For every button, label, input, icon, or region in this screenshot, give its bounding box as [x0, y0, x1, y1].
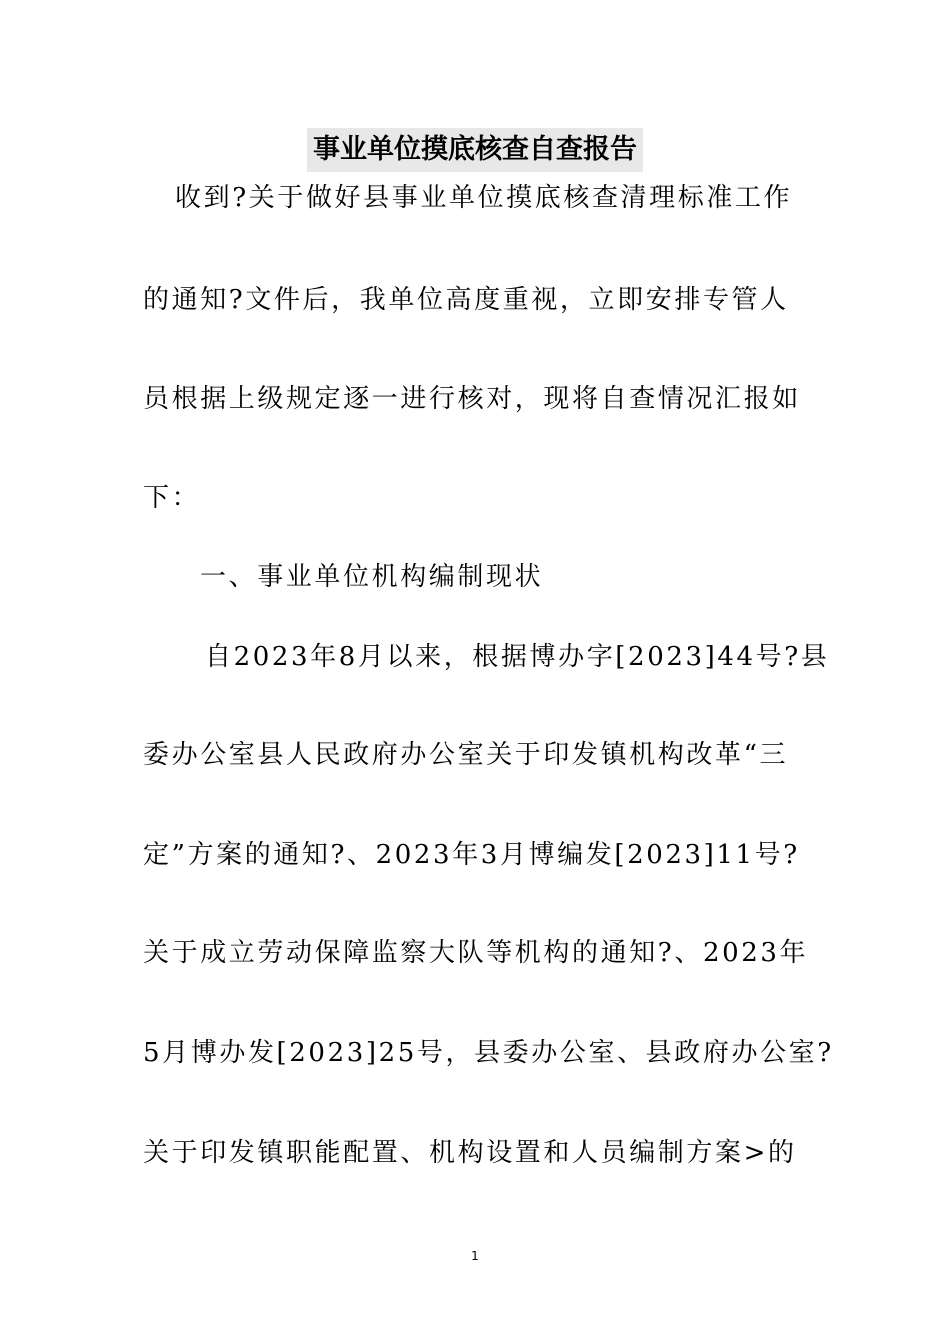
body-line-8: 定”方案的通知?、2023年3月博编发[2023]11号? — [143, 840, 800, 870]
page-number: 1 — [471, 1249, 479, 1263]
document-title — [0, 128, 950, 172]
body-line-3: 员根据上级规定逐一进行核对，现将自查情况汇报如 — [143, 384, 801, 414]
body-line-9: 关于成立劳动保障监察大队等机构的通知?、2023年 — [143, 938, 809, 968]
body-line-11: 关于印发镇职能配置、机构设置和人员编制方案>的 — [143, 1138, 797, 1168]
body-line-10: 5月博办发[2023]25号，县委办公室、县政府办公室? — [143, 1038, 834, 1068]
document-title-text: 事业单位摸底核查自查报告 — [307, 128, 643, 172]
section-heading-1: 一、事业单位机构编制现状 — [200, 562, 544, 592]
body-line-7: 委办公室县人民政府办公室关于印发镇机构改革“三 — [143, 740, 789, 770]
body-line-1: 收到?关于做好县事业单位摸底核查清理标准工作 — [175, 183, 793, 213]
body-line-6: 自2023年8月以来，根据博办字[2023]44号?县 — [205, 642, 830, 672]
body-line-2: 的通知?文件后，我单位高度重视，立即安排专管人 — [143, 285, 789, 315]
body-line-4: 下： — [143, 483, 201, 513]
